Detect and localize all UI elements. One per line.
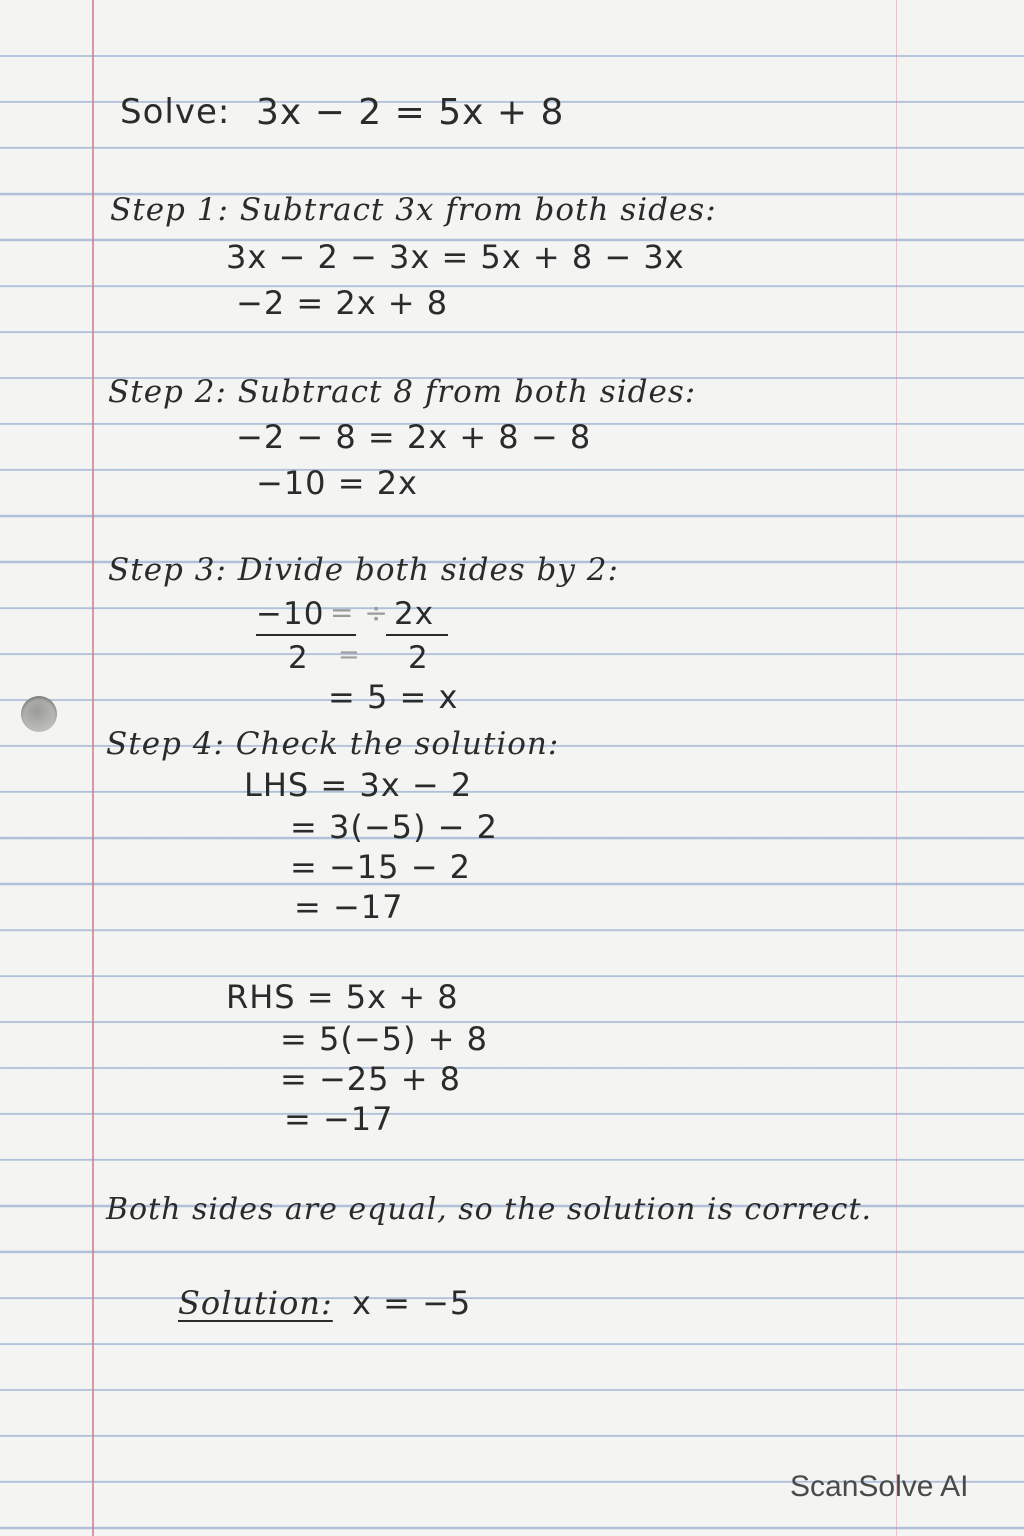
step-1-heading: Step 1: Subtract 3x from both sides: <box>110 192 717 228</box>
left-margin-line <box>92 0 94 1536</box>
step-3-left-fraction-bar <box>256 634 356 636</box>
rhs-line-4: = −17 <box>284 1100 394 1138</box>
step-3-right-fraction-bar <box>386 634 448 636</box>
step-3-left-denominator: 2 <box>288 640 309 676</box>
step-3-right-numerator: 2x <box>394 596 435 632</box>
step-1-line-1: 3x − 2 − 3x = 5x + 8 − 3x <box>226 238 685 276</box>
problem-equation: 3x − 2 = 5x + 8 <box>256 92 565 133</box>
step-2-heading: Step 2: Subtract 8 from both sides: <box>108 374 697 410</box>
step-1-line-2: −2 = 2x + 8 <box>236 284 449 322</box>
lhs-line-1: LHS = 3x − 2 <box>244 766 473 804</box>
step-4-heading: Step 4: Check the solution: <box>106 726 560 762</box>
lhs-line-2: = 3(−5) − 2 <box>290 808 498 846</box>
step-3-right-denominator: 2 <box>408 640 429 676</box>
solution-label: Solution: <box>178 1284 333 1322</box>
rhs-line-3: = −25 + 8 <box>280 1060 462 1098</box>
solution-value: x = −5 <box>352 1284 472 1322</box>
step-2-line-2: −10 = 2x <box>256 464 418 502</box>
conclusion-text: Both sides are equal, so the solution is correct. <box>106 1192 873 1227</box>
problem-label: Solve: <box>120 92 231 132</box>
right-margin-line <box>896 0 897 1536</box>
step-3-heading: Step 3: Divide both sides by 2: <box>108 552 619 588</box>
step-2-line-1: −2 − 8 = 2x + 8 − 8 <box>236 418 592 456</box>
punch-hole <box>21 696 57 732</box>
rhs-line-1: RHS = 5x + 8 <box>226 978 459 1016</box>
step-3-left-numerator: −10 <box>256 596 325 632</box>
step-3-equals-top: = ÷ <box>330 596 389 629</box>
rhs-line-2: = 5(−5) + 8 <box>280 1020 488 1058</box>
step-3-equals-bottom: = <box>338 640 361 670</box>
lhs-line-4: = −17 <box>294 888 404 926</box>
watermark-text: ScanSolve AI <box>790 1470 969 1503</box>
lhs-line-3: = −15 − 2 <box>290 848 472 886</box>
step-3-result: = 5 = x <box>328 678 459 716</box>
